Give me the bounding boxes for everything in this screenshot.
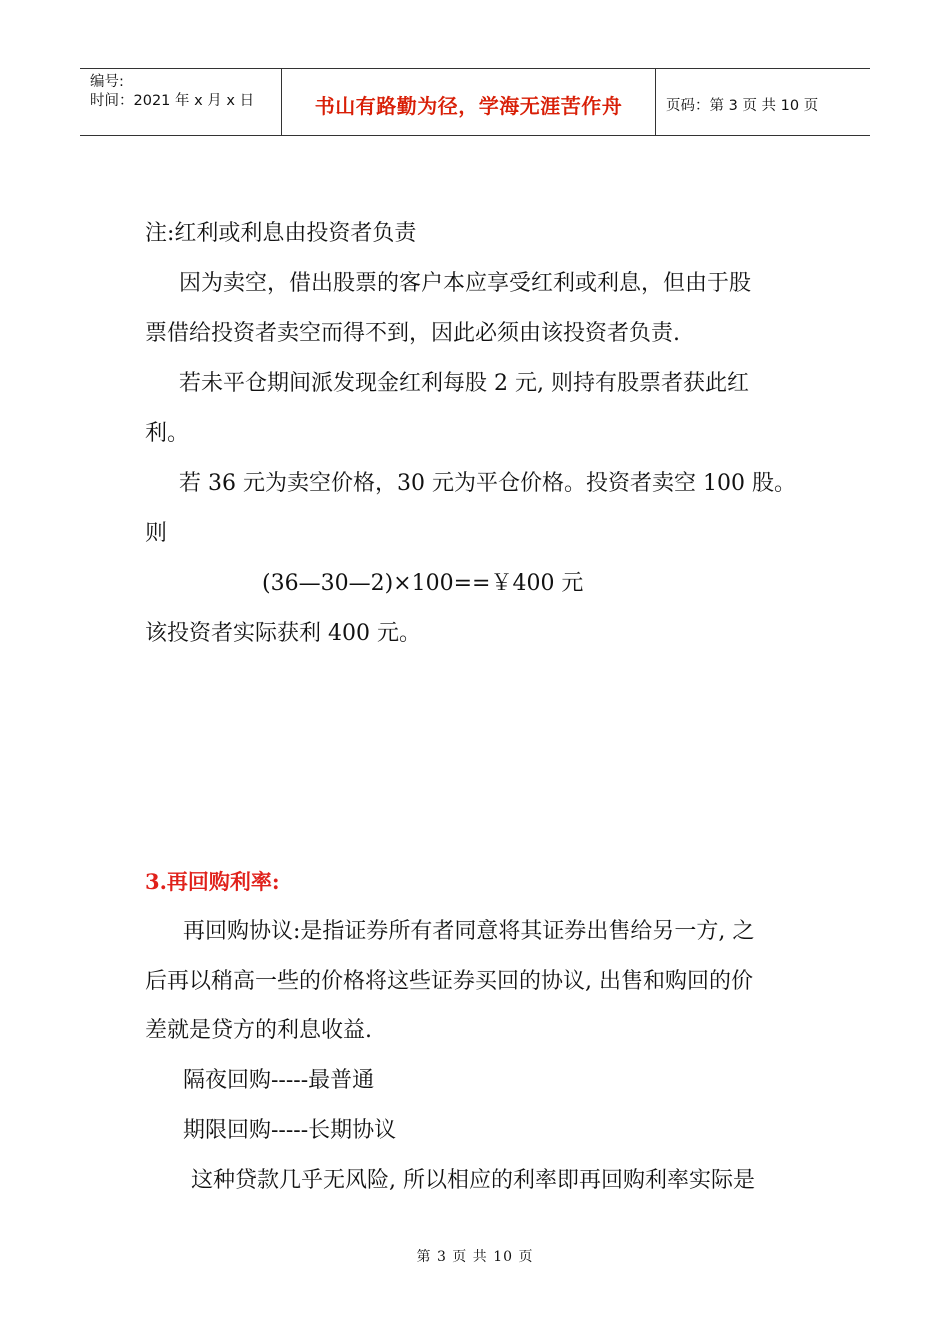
paragraph-line: 后再以稍高一些的价格将这些证券买回的协议, 出售和购回的价 [145, 969, 753, 994]
document-header [80, 68, 870, 136]
note-line: 注:红利或利息由投资者负责 [145, 221, 417, 246]
paragraph-line: 票借给投资者卖空而得不到，因此必须由该投资者负责. [145, 321, 680, 346]
overnight-repo-line: 隔夜回购-----最普通 [183, 1068, 375, 1093]
conclusion-line: 该投资者实际获利 400 元。 [145, 621, 421, 646]
serial-number-label: 编号: [90, 74, 124, 90]
paragraph-line: 若未平仓期间派发现金红利每股 2 元, 则持有股票者获此红 [179, 371, 749, 396]
page-footer: 第 3 页 共 10 页 [416, 1249, 534, 1265]
formula-line: (36—30—2)×100==￥400 元 [262, 571, 584, 596]
paragraph-line: 差就是贷方的利息收益. [145, 1018, 372, 1043]
paragraph-line: 则 [145, 521, 168, 546]
header-meta-cell [80, 69, 282, 135]
paragraph-line: 这种贷款几乎无风险, 所以相应的利率即再回购利率实际是 [191, 1168, 755, 1193]
motto-text: 书山有路勤为径，学海无涯苦作舟 [314, 93, 623, 118]
date-label: 时间：2021 年 x 月 x 日 [90, 93, 255, 109]
paragraph-line: 若 36 元为卖空价格，30 元为平仓价格。投资者卖空 100 股。 [179, 471, 796, 496]
header-page-cell [656, 69, 870, 135]
paragraph-line: 利。 [145, 421, 190, 446]
term-repo-line: 期限回购-----长期协议 [183, 1118, 397, 1143]
paragraph-line: 因为卖空，借出股票的客户本应享受红利或利息，但由于股 [179, 271, 752, 296]
header-motto-cell [282, 69, 656, 135]
page-info: 页码：第 3 页 共 10 页 [666, 97, 819, 114]
paragraph-line: 再回购协议:是指证券所有者同意将其证券出售给另一方, 之 [183, 919, 755, 944]
section-heading: 3.再回购利率: [145, 869, 280, 894]
